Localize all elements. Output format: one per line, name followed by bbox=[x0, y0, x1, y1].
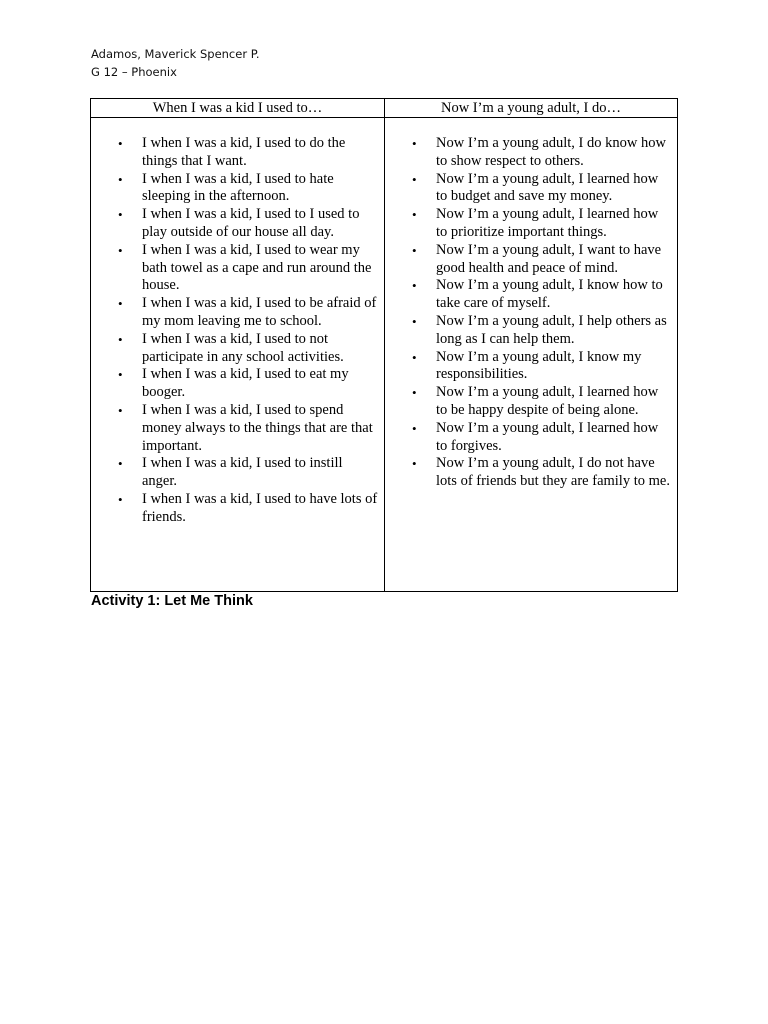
list-item-text: Now I’m a young adult, I know how to take care of myself. bbox=[436, 277, 663, 312]
bullet-icon: • bbox=[118, 402, 123, 418]
bullet-icon: • bbox=[118, 367, 123, 383]
list-item-text: I when I was a kid, I used to I used to play outside of our house all day. bbox=[142, 206, 360, 240]
kid-list-item bbox=[91, 206, 384, 242]
bullet-icon: • bbox=[412, 136, 417, 151]
kid-list-item bbox=[91, 171, 384, 207]
bullet-icon: • bbox=[118, 456, 123, 472]
list-item-text: Now I’m a young adult, I learned how to forgives. bbox=[436, 419, 659, 454]
young-adult-list-item bbox=[385, 277, 677, 313]
list-item-text: Now I’m a young adult, I help others as long as I can help them. bbox=[436, 312, 667, 347]
bullet-icon: • bbox=[412, 207, 417, 223]
kid-list-item bbox=[91, 331, 384, 367]
kid-list-item bbox=[91, 402, 384, 455]
list-item-text: I when I was a kid, I used to wear my bath towel as a cape and run around the house. bbox=[142, 241, 372, 294]
list-item-text: Now I’m a young adult, I learned how to be happy despite of being alone. bbox=[436, 384, 659, 418]
header-kid: When I was a kid I used to… bbox=[91, 99, 385, 118]
bullet-icon: • bbox=[412, 171, 417, 187]
list-item-text: Now I’m a young adult, I do know how to show respect to others. bbox=[436, 135, 666, 169]
kid-list-item bbox=[91, 455, 384, 491]
kid-list-item bbox=[91, 491, 384, 527]
young-adult-cell bbox=[385, 118, 678, 592]
young-adult-list-item bbox=[385, 420, 677, 456]
list-item-text: Now I’m a young adult, I know my responsibilities. bbox=[436, 348, 642, 383]
kid-list-item bbox=[91, 135, 384, 171]
bullet-icon: • bbox=[412, 385, 417, 401]
young-adult-list-item bbox=[385, 206, 677, 242]
bullet-icon: • bbox=[412, 349, 417, 365]
kid-list-item bbox=[91, 366, 384, 402]
list-item-text: I when I was a kid, I used to do the things that I want. bbox=[142, 135, 346, 169]
bullet-icon: • bbox=[118, 491, 123, 507]
comparison-table bbox=[90, 98, 678, 592]
bullet-icon: • bbox=[118, 171, 123, 187]
young-adult-list-item bbox=[385, 171, 677, 207]
bullet-icon: • bbox=[118, 207, 123, 223]
table-body-row bbox=[91, 118, 678, 592]
list-item-text: Now I’m a young adult, I learned how to budget and save my money. bbox=[436, 170, 659, 205]
list-item-text: I when I was a kid, I used to hate sleeping in the afternoon. bbox=[142, 170, 334, 205]
young-adult-list bbox=[385, 135, 677, 491]
bullet-icon: • bbox=[412, 242, 417, 258]
kid-list-item bbox=[91, 242, 384, 295]
student-name: Adamos, Maverick Spencer P. bbox=[91, 47, 260, 61]
young-adult-list-item bbox=[385, 349, 677, 385]
student-info bbox=[91, 46, 260, 81]
header-young-adult: Now I’m a young adult, I do… bbox=[385, 99, 678, 118]
student-section: G 12 – Phoenix bbox=[91, 64, 177, 79]
bullet-icon: • bbox=[118, 242, 123, 258]
list-item-text: I when I was a kid, I used to eat my booger. bbox=[142, 366, 349, 401]
list-item-text: I when I was a kid, I used to not participate in any school activities. bbox=[142, 330, 344, 365]
bullet-icon: • bbox=[412, 278, 417, 294]
kid-list-item bbox=[91, 295, 384, 331]
kid-list bbox=[91, 135, 384, 527]
young-adult-list-item bbox=[385, 313, 677, 349]
bullet-icon: • bbox=[118, 296, 123, 312]
bullet-icon: • bbox=[412, 456, 417, 472]
list-item-text: Now I’m a young adult, I want to have good health and peace of mind. bbox=[436, 241, 662, 276]
young-adult-list-item bbox=[385, 384, 677, 420]
activity-title: Activity 1: Let Me Think bbox=[91, 593, 253, 609]
list-item-text: I when I was a kid, I used to instill anger. bbox=[142, 455, 343, 490]
list-item-text: Now I’m a young adult, I do not have lots of friends but they are family to me. bbox=[436, 455, 670, 490]
list-item-text: I when I was a kid, I used to be afraid of my mom leaving me to school. bbox=[142, 295, 377, 329]
bullet-icon: • bbox=[118, 331, 123, 347]
bullet-icon: • bbox=[412, 420, 417, 436]
bullet-icon: • bbox=[118, 136, 123, 151]
table-header-row bbox=[91, 99, 678, 118]
bullet-icon: • bbox=[412, 313, 417, 329]
list-item-text: Now I’m a young adult, I learned how to prioritize important things. bbox=[436, 206, 659, 240]
young-adult-list-item bbox=[385, 135, 677, 171]
list-item-text: I when I was a kid, I used to have lots of friends. bbox=[142, 490, 378, 525]
kid-cell bbox=[91, 118, 385, 592]
list-item-text: I when I was a kid, I used to spend money always to the things that are that important. bbox=[142, 401, 373, 454]
young-adult-list-item bbox=[385, 242, 677, 278]
young-adult-list-item bbox=[385, 455, 677, 491]
